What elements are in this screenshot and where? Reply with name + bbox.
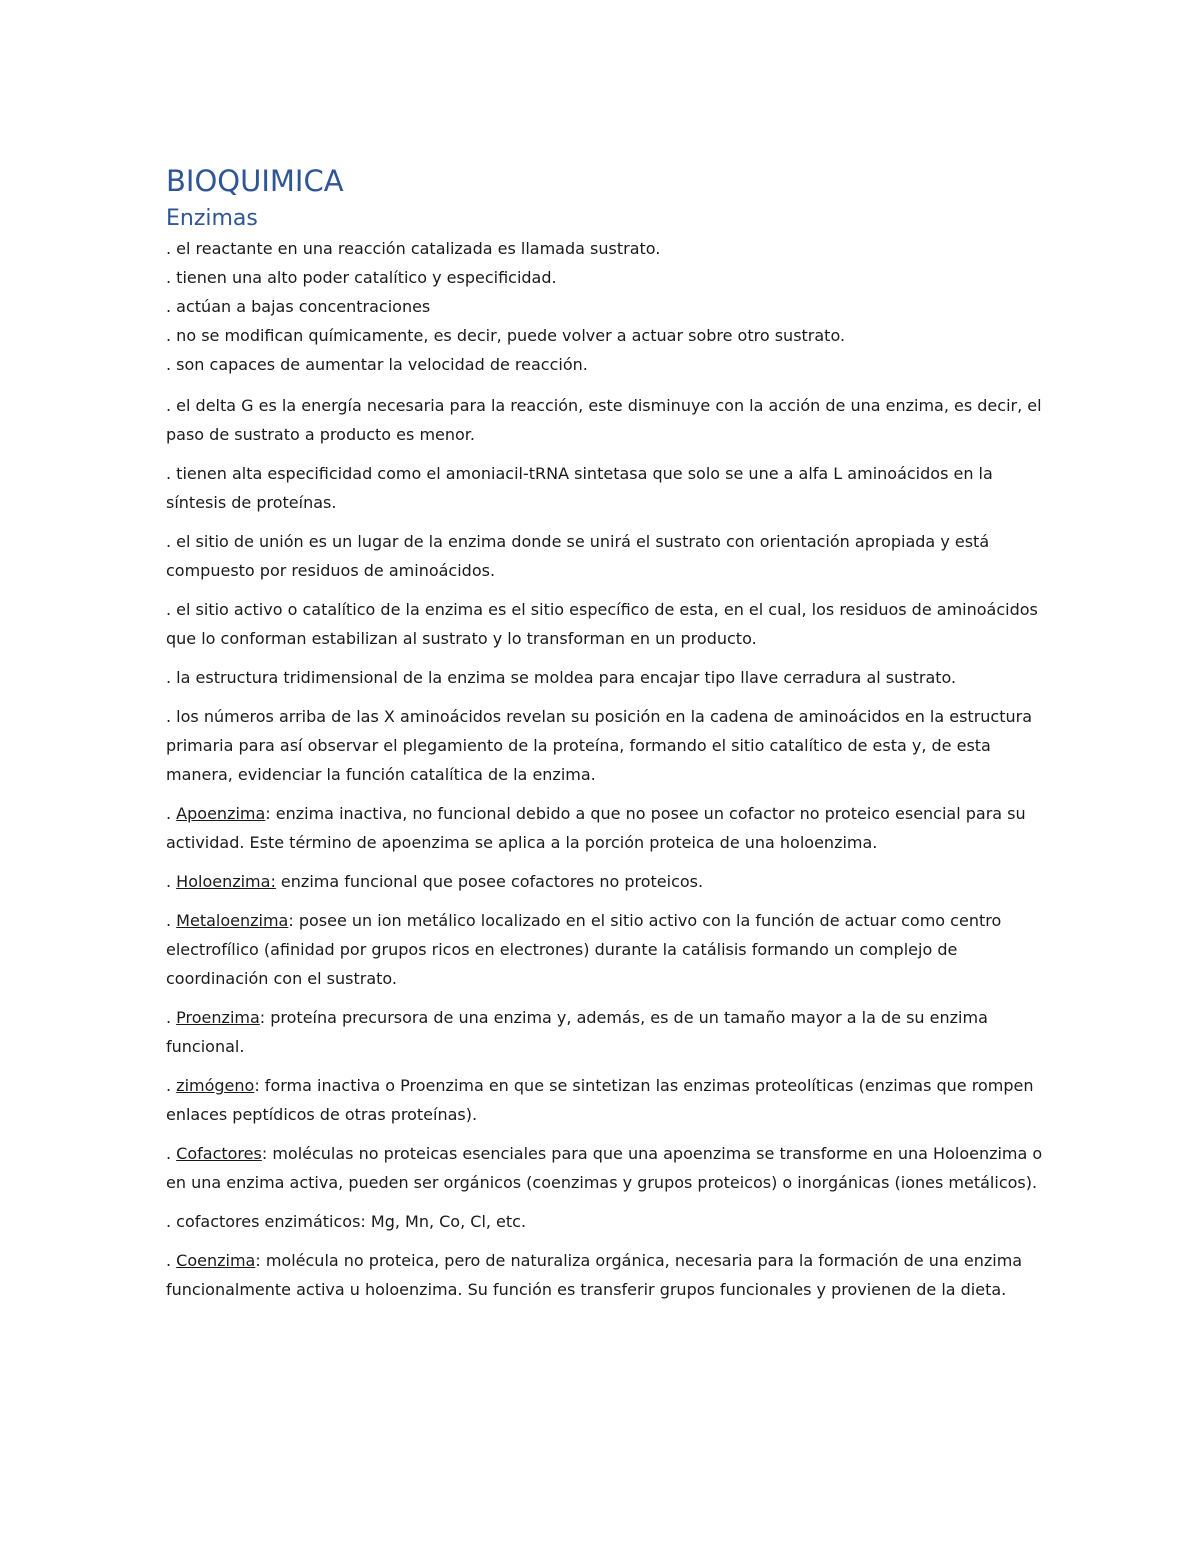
paragraph-metaloenzima — [166, 906, 1046, 993]
paragraph-holoenzima — [166, 867, 1046, 896]
definition: : posee un ion metálico localizado en el sitio activo con la función de actuar como centro electrofílico (afinidad por grupos ricos en electrones) durante la catálisis formando un complejo de coordinación con el sustrato. — [166, 911, 1002, 988]
term-holoenzima: Holoenzima: — [176, 872, 276, 891]
term-metaloenzima: Metaloenzima — [176, 911, 289, 930]
prefix: . — [166, 1008, 177, 1027]
definition: : enzima inactiva, no funcional debido a que no posee un cofactor no proteico esencial para su actividad. Este término de apoenzima se aplica a la porción proteica de una holoenzima. — [166, 804, 1026, 852]
prefix: . — [166, 872, 177, 891]
list-item: . no se modifican químicamente, es decir, puede volver a actuar sobre otro sustrato. — [166, 326, 846, 345]
term-zimogeno: zimógeno — [176, 1076, 255, 1095]
paragraph-estructura: . la estructura tridimensional de la enzima se moldea para encajar tipo llave cerradura al sustrato. — [166, 668, 957, 687]
list-item: . actúan a bajas concentraciones — [166, 297, 431, 316]
definition: enzima funcional que posee cofactores no proteicos. — [275, 872, 704, 891]
paragraph-zimogeno — [166, 1071, 1046, 1129]
paragraph-proenzima — [166, 1003, 1046, 1061]
paragraph-cofactores-enzimaticos: . cofactores enzimáticos: Mg, Mn, Co, Cl, etc. — [166, 1212, 527, 1231]
prefix: . — [166, 1251, 177, 1270]
prefix: . — [166, 1076, 177, 1095]
definition: : forma inactiva o Proenzima en que se sintetizan las enzimas proteolíticas (enzimas que rompen enlaces peptídicos de otras proteínas). — [166, 1076, 1034, 1124]
section-heading: Enzimas — [166, 206, 258, 231]
document-page — [166, 163, 1046, 1304]
term-proenzima: Proenzima — [176, 1008, 260, 1027]
paragraph-coenzima — [166, 1246, 1046, 1304]
paragraph-apoenzima — [166, 799, 1046, 857]
prefix: . — [166, 911, 177, 930]
prefix: . — [166, 804, 177, 823]
paragraph-delta-g: . el delta G es la energía necesaria para la reacción, este disminuye con la acción de una enzima, es decir, el paso de sustrato a producto es menor. — [166, 396, 1042, 444]
prefix: . — [166, 1144, 177, 1163]
list-item: . son capaces de aumentar la velocidad de reacción. — [166, 355, 588, 374]
definition: : molécula no proteica, pero de naturaliza orgánica, necesaria para la formación de una enzima funcionalmente activa u holoenzima. Su función es transferir grupos funcionales y provienen de la dieta. — [166, 1251, 1023, 1299]
paragraph-cofactores — [166, 1139, 1046, 1197]
paragraph-sitio-union: . el sitio de unión es un lugar de la enzima donde se unirá el sustrato con orientación apropiada y está compuesto por residuos de aminoácidos. — [166, 532, 990, 580]
paragraph-numeros: . los números arriba de las X aminoácidos revelan su posición en la cadena de aminoácidos en la estructura primaria para así observar el plegamiento de la proteína, formando el sitio catalítico de esta y, de esta manera, evidenciar la función catalítica de la enzima. — [166, 707, 1033, 784]
document-title: BIOQUIMICA — [166, 164, 344, 198]
definition: : moléculas no proteicas esenciales para que una apoenzima se transforme en una Holoenzima o en una enzima activa, pueden ser orgánicos (coenzimas y grupos proteicos) o inorgánicas (iones metálicos). — [166, 1144, 1043, 1192]
term-cofactores: Cofactores — [176, 1144, 262, 1163]
term-apoenzima: Apoenzima — [176, 804, 266, 823]
term-coenzima: Coenzima — [176, 1251, 256, 1270]
list-item: . el reactante en una reacción catalizada es llamada sustrato. — [166, 239, 661, 258]
definition: : proteína precursora de una enzima y, además, es de un tamaño mayor a la de su enzima funcional. — [166, 1008, 988, 1056]
list-item: . tienen una alto poder catalítico y especificidad. — [166, 268, 557, 287]
bullet-list — [166, 234, 1046, 379]
paragraph-especificidad: . tienen alta especificidad como el amoniacil-tRNA sintetasa que solo se une a alfa L aminoácidos en la síntesis de proteínas. — [166, 464, 993, 512]
paragraph-sitio-activo: . el sitio activo o catalítico de la enzima es el sitio específico de esta, en el cual, los residuos de aminoácidos que lo conforman estabilizan al sustrato y lo transforman en un producto. — [166, 600, 1038, 648]
